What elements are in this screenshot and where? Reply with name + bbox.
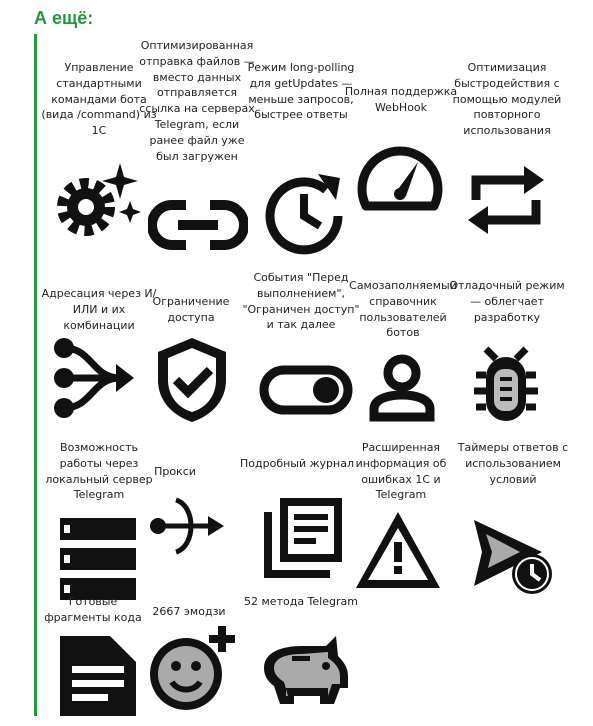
emoji-add-icon — [144, 618, 244, 718]
toggle-icon — [256, 340, 356, 440]
feature-label: Оптимизация быстродействия с помощью модулей повторного использования — [452, 61, 562, 138]
document-icon — [48, 626, 148, 726]
journal-icon — [254, 488, 354, 588]
feature-label: Полная поддержка WebHook — [344, 85, 458, 114]
feature-label: Адресация через И/ИЛИ и их комбинации — [41, 287, 157, 332]
routing-icon — [42, 328, 142, 428]
bug-icon — [456, 335, 556, 435]
proxy-icon — [136, 486, 236, 586]
gear-sparkle-icon — [48, 155, 148, 255]
repeat-icon — [456, 150, 556, 250]
feature-label: Расширенная информация об ошибках 1С и Telegram — [355, 441, 447, 502]
feature-label: Подробный журнал — [240, 457, 354, 470]
feature-label: Самозаполняемый справочник пользователей ботов — [349, 279, 457, 340]
feature-label: Отладочный режим — облегчает разработку — [449, 279, 565, 324]
send-timer-icon — [466, 506, 566, 606]
piggy-bank-icon — [256, 622, 356, 722]
feature-label: 2667 эмодзи — [152, 605, 226, 618]
feature-label: Управление стандартными командами бота (вида /command) из 1С — [41, 61, 157, 138]
speedometer-icon — [350, 132, 450, 232]
feature-label: Ограничение доступа — [152, 295, 230, 324]
feature-label: 52 метода Telegram — [244, 595, 358, 608]
feature-label: Готовые фрагменты кода — [44, 595, 142, 624]
shield-check-icon — [142, 330, 242, 430]
clock-refresh-icon — [256, 160, 356, 260]
feature-label: Прокси — [154, 465, 196, 478]
feature-label: Режим long-polling для getUpdates — меньше запросов, быстрее ответы — [247, 61, 355, 122]
section-heading: А ещё: — [34, 8, 94, 28]
feature-label: Оптимизированная отправка файлов — вместо данных отправляется ссылка на серверах Telegram, если ранее файл уже был загружен — [139, 39, 255, 163]
warning-icon — [348, 502, 448, 602]
feature-label: Таймеры ответов с использованием условий — [457, 441, 569, 486]
feature-label: События "Перед выполнением", "Ограничен доступ" и так далее — [242, 271, 360, 332]
link-icon — [148, 175, 248, 275]
user-icon — [352, 335, 452, 435]
feature-label: Возможность работы через локальный сервер Telegram — [45, 441, 153, 502]
